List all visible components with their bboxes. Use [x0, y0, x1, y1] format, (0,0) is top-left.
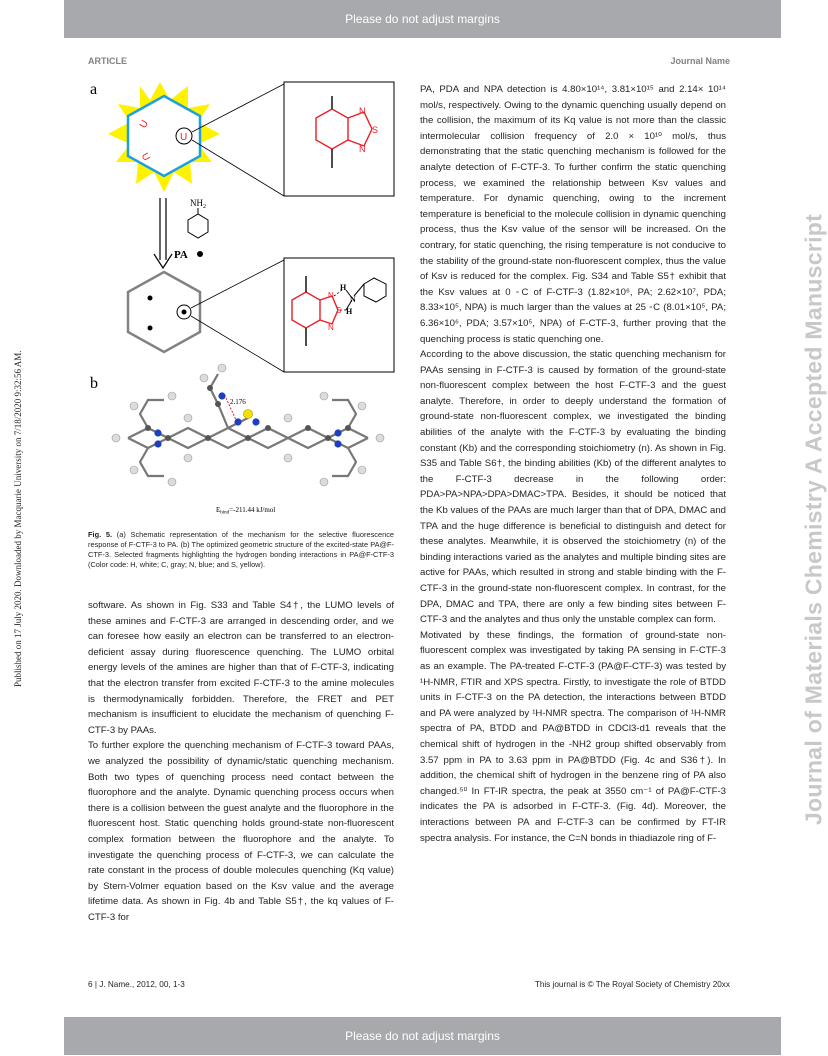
bound-pa-dot: [148, 326, 153, 331]
zoom-line: [191, 260, 284, 308]
btdd-n-top: N: [359, 106, 366, 116]
complex-n-amine: N: [350, 295, 356, 304]
panel-a-label: a: [90, 81, 98, 98]
binding-energy-label: $E_{bind}=-211.44$ kJ/mol: [216, 506, 276, 516]
accepted-manuscript-watermark: Journal of Materials Chemistry A Accepted Manuscript: [800, 213, 827, 826]
bound-pa-dot: [182, 310, 187, 315]
header-journal-name: Journal Name: [670, 56, 730, 66]
aniline-ring: [188, 214, 208, 238]
footer-copyright: This journal is © The Royal Society of Chemistry 20xx: [534, 980, 730, 989]
btdd-s: S: [372, 125, 379, 135]
figure-caption-label: Fig. 5.: [88, 530, 113, 539]
amine-label: $NH_2$: [190, 198, 206, 210]
bottom-margin-notice: Please do not adjust margins: [345, 1029, 500, 1043]
figure-caption-text: (a) Schematic representation of the mechanism for the selective fluorescence response of F-CTF-3 to PA. (b) The optimized geometric structure of the excited-state PA@F-CTF-3. Selected fragments highlighting the hydrogen bonding interactions in PA@F-CTF-3 (Color code: H, white; C, gray; N, blue; and S, yellow).: [88, 530, 394, 569]
btdd-n-bottom: N: [359, 144, 366, 154]
paragraph: Motivated by these findings, the formation of ground-state non-fluorescent complex was investigated by taking PA sensing in F-CTF-3 as an example. The PA-treated F-CTF-3 (PA@F-CTF-3) was tested by ¹H-NMR, FTIR and XPS spectra. Firstly, to investigate the role of BTDD units in F-CTF-3 on the PA detection, the interactions between BTDD and PA were analyzed by ¹H-NMR spectra. The comparison of ¹H-NMR spectra of PA, BTDD and PA@BTDD in CDCl3-d1 reveals that the chemical shift of hydrogen in the -NH2 group shifted observably from 3.57 ppm in PA to 3.63 ppm in PA@BTDD (Fig. 4c and S36†). In addition, the chemical shift of hydrogen in the benzene ring of PA also changed.⁵⁰ In FT-IR spectra, the peak at 3550 cm⁻¹ of PA@F-CTF-3 indicates the PA is adsorbed in F-CTF-3. (Fig. 4d). Moreover, the interactions between PA and F-CTF-3 can be confirmed by FT-IR spectra analysis. For instance, the C=N bonds in thiadiazole ring of F-: [420, 629, 726, 844]
complex-n-top: N: [328, 291, 334, 300]
complex-h-top: H: [340, 283, 347, 292]
complex-h-bottom: H: [346, 307, 353, 316]
header-article: ARTICLE: [88, 56, 127, 66]
download-notice: Published on 17 July 2020. Downloaded by Macquarie University on 7/18/2020 9:32:56 AM.: [13, 350, 23, 687]
reaction-arrow: [154, 198, 172, 268]
complex-n-bottom: N: [328, 323, 334, 332]
footer-page-info: 6 | J. Name., 2012, 00, 1-3: [88, 980, 185, 989]
complex-s: S: [336, 306, 342, 315]
pa-bound-hexagon: [128, 272, 200, 352]
zoom-line: [192, 140, 284, 196]
zoom-box-bottom: [284, 258, 394, 372]
bottom-margin-band: [64, 1017, 781, 1055]
pa-dot: [197, 251, 203, 257]
right-column: [420, 82, 726, 846]
unit-marker-1: U: [137, 118, 151, 131]
top-margin-band: [64, 0, 781, 38]
zoom-line: [191, 316, 284, 372]
btdd-unit-letter: U: [180, 132, 188, 143]
paragraph: software. As shown in Fig. S33 and Table S4†, the LUMO levels of these amines and F-CTF-3 are arranged in descending order, and we can foresee how easily an electron can be transferred to an electron-deficient assay during fluorescence quenching. The LUMO orbital energy levels of the amines are higher than that of F-CTF-3, indicating that the electron transfer from excited F-CTF-3 to the amine molecules is thermodynamically forbidden. Therefore, the FRET and PET mechanism is insufficient to elucidate the mechanism of quenching F-CTF-3 by PAAs.: [88, 600, 394, 736]
paragraph: To further explore the quenching mechanism of F-CTF-3 toward PAAs, we analyzed the possibility of dynamic/static quenching mechanism. Both two types of quenching process need contact between the fluorophore and the analyte. Dynamic quenching process occurs when there is a collision between the guest analyte and the fluorophore in the fluorescent host. Static quenching holds ground-state non-fluorescent complex formation between the fluorophore and the analyte. To investigate the quenching process of F-CTF-3, we can calculate the rate constant in the process of double molecules quenching (Kq value) by Stern-Volmer equation based on the Ksv value and the average lifetime data. As shown in Fig. 4b and Table S5†, the kq values of F-CTF-3 for: [88, 740, 394, 923]
zoom-box-top: [284, 82, 394, 196]
top-margin-notice: Please do not adjust margins: [345, 12, 500, 26]
paragraph: PA, PDA and NPA detection is 4.80×10¹⁴, 3.81×10¹⁵ and 2.14× 10¹⁴ mol/s, respectively. Owing to the dynamic quenching usually depend on the collision, the maximum of its Kq value is not more than the classic intermolecular collision frequency of 2.0 × 10¹⁰ mol/s, thus demonstrating that the static quenching mechanism is followed for the analyte detection of F-CTF-3. To further confirm the static quenching process, we examined the relationship between Ksv values and temperature. For dynamic quenching, owing to the increment temperature is beneficial to the molecule collision in dynamic quenching process, thus the Ksv value of the sensor will be increased. On the contrary, for static quenching, the rising temperature is not conducive to the stability of the ground-state non-fluorescent complex, thus the value of Ksv is reduced for the complex. Fig. S34 and Table S5† exhibit that the Ksv values at 0 ◦C of F-CTF-3 (1.82×10⁶, PA; 2.62×10⁷, PDA; 8.33×10⁵, NPA) is much larger than the values at 25 ◦C (8.01×10⁵, PA; 6.36×10⁶, PDA; 3.57×10⁵, NPA) of F-CTF-3, further proving that the quenching process is static quenching one.: [420, 84, 726, 345]
figure-caption: [88, 530, 394, 570]
figure-5: [88, 78, 398, 518]
left-column: [88, 598, 394, 925]
optimized-structure: [112, 364, 384, 486]
paragraph: According to the above discussion, the static quenching mechanism for PAAs sensing in F-CTF-3 is caused by formation of the ground-state non-fluorescent complex between the host F-CTF-3 and the guest analyte. Therefore, in order to deeply understand the formation of ground-state non-fluorescent complex, we investigated the binding abilities of the analyte with the F-CTF-3 by evaluating the binding constant (Kb) and the corresponding stoichiometry (n). As shown in Fig. S35 and Table S6†, the binding abilities (Kb) of the different analytes to the F-CTF-3 decrease in the following order: PDA>PA>NPA>DPA>DMAC>TPA. Besides, it should be noticed that the Kb values of the PAAs are much larger than that of DPA, DMAC and TPA and the huge difference is beneficial to distinguish and detect for these analytes. Meanwhile, it is observed the stoichiometry (n) of the binding interactions varied as the analytes and multiple binding sites are active for PAAs, which resulted in strong and stable binding with the F-CTF-3 in the ground-state non-fluorescent complex. In contrast, for the DPA, DMAC and TPA, there are only a few binding sites between F-CTF-3 and the analytes and thus only the unstable complex can form.: [420, 349, 726, 626]
bound-pa-dot: [148, 296, 153, 301]
pa-label: PA: [174, 249, 188, 261]
hbond-length-label: 2.176: [230, 398, 246, 406]
unit-marker-2: U: [138, 151, 152, 164]
panel-b-label: b: [90, 375, 98, 392]
